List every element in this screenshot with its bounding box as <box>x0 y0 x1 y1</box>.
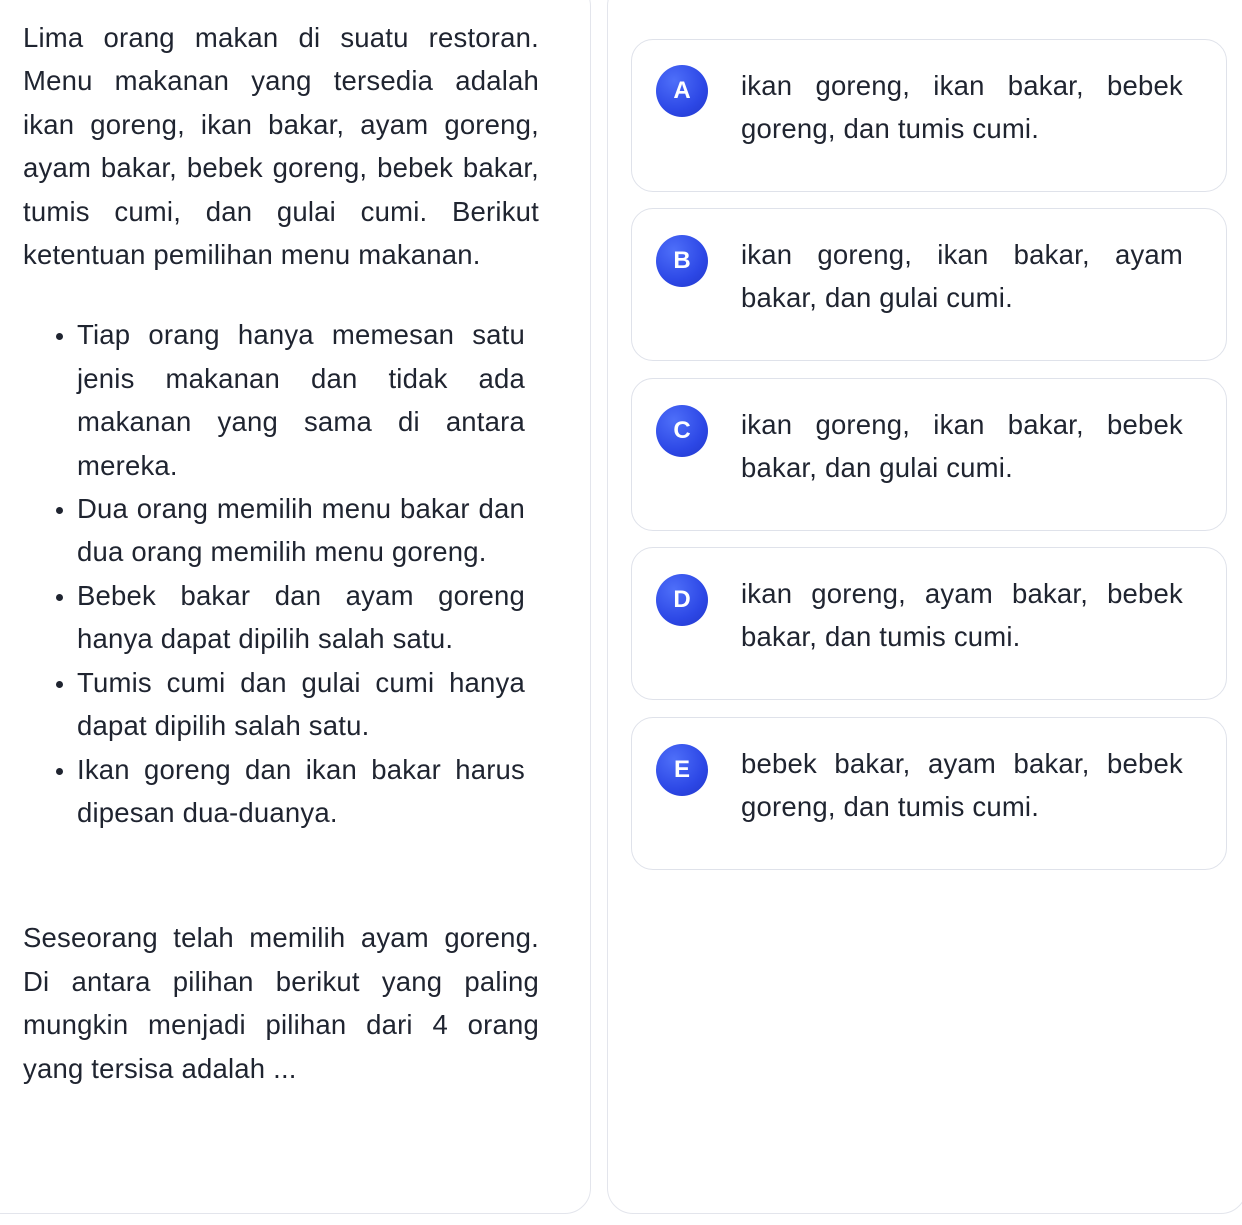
option-text: ikan goreng, ikan bakar, ayam bakar, dan gulai cumi. <box>741 239 1183 314</box>
option-c[interactable] <box>631 378 1227 531</box>
option-letter-badge: B <box>656 235 708 287</box>
option-d[interactable] <box>631 547 1227 700</box>
question-intro: Lima orang makan di suatu restoran. Menu makanan yang tersedia adalah ikan goreng, ikan bakar, ayam goreng, ayam bakar, bebek goreng, bebek bakar, tumis cumi, dan gulai cumi. Berikut ketentuan pemilihan menu makanan. <box>23 22 539 271</box>
option-text: ikan goreng, ikan bakar, bebek bakar, dan gulai cumi. <box>741 409 1183 484</box>
rule-item: • Dua orang memilih menu bakar dan dua orang memilih menu goreng. <box>77 487 525 574</box>
rule-item: • Tiap orang hanya memesan satu jenis makanan dan tidak ada makanan yang sama di antara mereka. <box>77 313 525 487</box>
option-letter-badge: D <box>656 574 708 626</box>
option-letter-badge: E <box>656 744 708 796</box>
question-text <box>23 16 539 1090</box>
option-a[interactable] <box>631 39 1227 192</box>
rule-item: • Ikan goreng dan ikan bakar harus dipesan dua-duanya. <box>77 748 525 835</box>
option-e[interactable] <box>631 717 1227 870</box>
option-letter-badge: A <box>656 65 708 117</box>
option-text: ikan goreng, ayam bakar, bebek bakar, dan tumis cumi. <box>741 578 1183 653</box>
rule-item: • Tumis cumi dan gulai cumi hanya dapat dipilih salah satu. <box>77 661 525 748</box>
rules-list <box>23 313 525 834</box>
question-prompt: Seseorang telah memilih ayam goreng. Di antara pilihan berikut yang paling mungkin menjadi pilihan dari 4 orang yang tersisa adalah ... <box>23 922 539 1084</box>
rule-item: • Bebek bakar dan ayam goreng hanya dapat dipilih salah satu. <box>77 574 525 661</box>
option-text: bebek bakar, ayam bakar, bebek goreng, dan tumis cumi. <box>741 748 1183 823</box>
option-letter-badge: C <box>656 405 708 457</box>
option-text: ikan goreng, ikan bakar, bebek goreng, dan tumis cumi. <box>741 70 1183 145</box>
option-b[interactable] <box>631 208 1227 361</box>
